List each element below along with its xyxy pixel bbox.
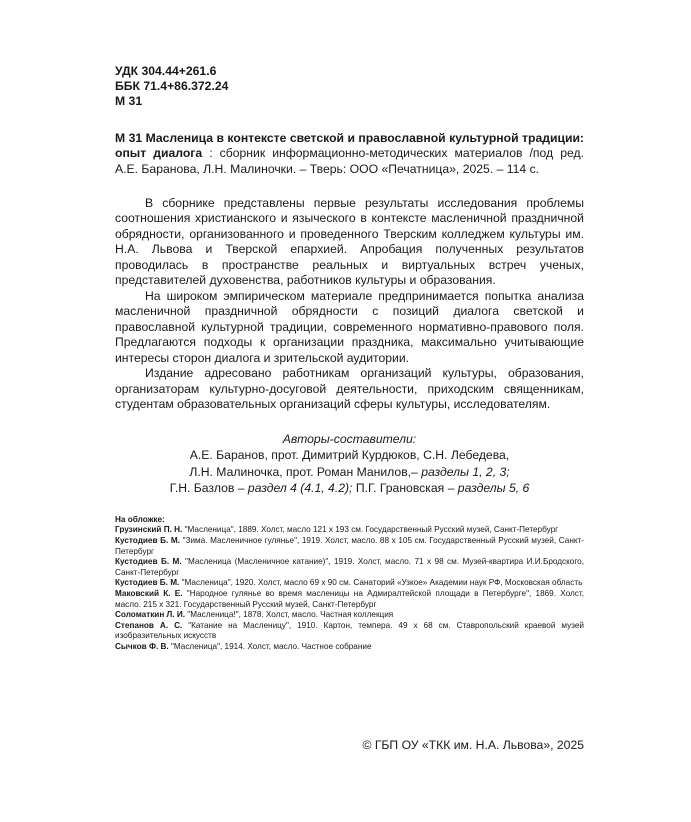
authors-heading: Авторы-составители: <box>282 431 417 446</box>
cover-item-author: Сычков Ф. В. <box>115 642 169 652</box>
cover-item <box>115 578 584 589</box>
cover-item-author: Грузинский П. Н. <box>115 525 183 535</box>
authors-sections: раздел 4 (4.1, 4.2); <box>244 481 353 496</box>
authors-names: П.Г. Грановская – <box>352 481 455 496</box>
cover-item <box>115 557 584 578</box>
bibliographic-record <box>115 131 584 177</box>
authors-sections: разделы 1, 2, 3; <box>417 464 510 479</box>
copyright-notice: © ГБП ОУ «ТКК им. Н.А. Львова», 2025 <box>362 738 584 752</box>
authors-names: Г.Н. Базлов – <box>169 481 245 496</box>
cover-item <box>115 642 584 653</box>
cover-item-text: "Масленица", 1914. Холст, масло. Частное собрание <box>168 642 372 652</box>
authors-line <box>115 464 584 481</box>
abstract-paragraph: На широком эмпирическом материале предпринимается попытка анализа масленичной праздничной обрядности с позиций диалога светской и православной культурной традиции, современного нормативно-правового поля. Предлагаются подходы к организации праздника, максимально учитывающие интересы сторон диалога и зрительской аудитории. <box>115 288 584 365</box>
cover-item <box>115 589 584 610</box>
cover-item-author: Маковский К. Е. <box>115 589 183 599</box>
cover-item <box>115 525 584 536</box>
cover-item-text: "Народное гулянье во время масленицы на Адмиралтейской площади в Петербурге", 1869. Холст, масло. 215 х 321. Государственный Русский музей, Санкт-Петербург <box>115 589 584 609</box>
cover-item-author: Кустодиев Б. М. <box>115 557 182 567</box>
cover-item-text: "Масленица", 1889. Холст, масло 121 х 193 см. Государственный Русский музей, Санкт-Петербург <box>182 525 559 535</box>
authors-block <box>115 431 584 497</box>
bibliographic-details: : сборник информационно-методических материалов /под ред. А.Е. Баранова, Л.Н. Малиночки. – Тверь: ООО «Печатница», 2025. – 114 с. <box>115 146 584 176</box>
classification-codes <box>115 64 584 109</box>
udk-code: УДК 304.44+261.6 <box>115 64 217 78</box>
author-mark: М 31 <box>115 94 143 108</box>
cover-item-author: Кустодиев Б. М. <box>115 578 180 588</box>
authors-line: А.Е. Баранов, прот. Димитрий Курдюков, С.Н. Лебедева, <box>189 448 510 463</box>
abstract-paragraph: В сборнике представлены первые результаты исследования проблемы соотношения христианского и языческого в контексте масленичной праздничной обрядности, организованного и проведенного Тверским колледжем культуры им. Н.А. Львова и Тверской епархией. Апробация полученных результатов проводилась в пространстве реальных и виртуальных встреч ученых, представителей духовенства, работников культуры и образования. <box>115 195 584 288</box>
cover-item <box>115 621 584 642</box>
cover-item-text: "Масленица (Масленичное катание)", 1919. Холст, масло. 71 х 98 см. Музей-квартира И.И.Бродского, Санкт-Петербург <box>115 557 584 577</box>
abstract-paragraph: Издание адресовано работникам организаций культуры, образования, организаторам культурно-досуговой деятельности, приходским священникам, студентам образовательных организаций сферы культуры, исследователям. <box>115 366 584 412</box>
cover-item-text: "Масленица", 1920. Холст, масло 69 х 90 см. Санаторий «Узкое» Академии наук РФ, Московская область <box>179 578 583 588</box>
cover-credits <box>115 515 584 653</box>
cover-heading: На обложке: <box>115 514 165 524</box>
cover-item-author: Кустодиев Б. М. <box>115 536 181 546</box>
document-page <box>115 64 584 653</box>
bbk-code: ББК 71.4+86.372.24 <box>115 79 229 93</box>
cover-item <box>115 536 584 557</box>
cover-item-text: "Масленица!", 1878. Холст, масло. Частная коллекция <box>185 610 394 620</box>
cover-item-author: Соломаткин Л. И. <box>115 610 186 620</box>
book-title: М 31 Масленица в контексте светской и православной культурной традиции: опыт диалога <box>115 131 584 161</box>
authors-sections: разделы 5, 6 <box>454 481 530 496</box>
cover-item-author: Степанов А. С. <box>115 620 183 630</box>
cover-item-text: "Катание на Масленицу", 1910. Картон, темпера. 49 х 68 см. Ставропольский краевой музей изобразительных искусств <box>115 620 584 641</box>
authors-names: Л.Н. Малиночка, прот. Роман Манилов,– <box>189 464 418 479</box>
cover-item-text: "Зима. Масленичное гулянье", 1919. Холст, масло. 88 х 105 см. Государственный Русский музей, Санкт-Петербург <box>115 536 584 556</box>
authors-line <box>115 480 584 497</box>
abstract <box>115 196 584 413</box>
cover-item <box>115 610 584 621</box>
